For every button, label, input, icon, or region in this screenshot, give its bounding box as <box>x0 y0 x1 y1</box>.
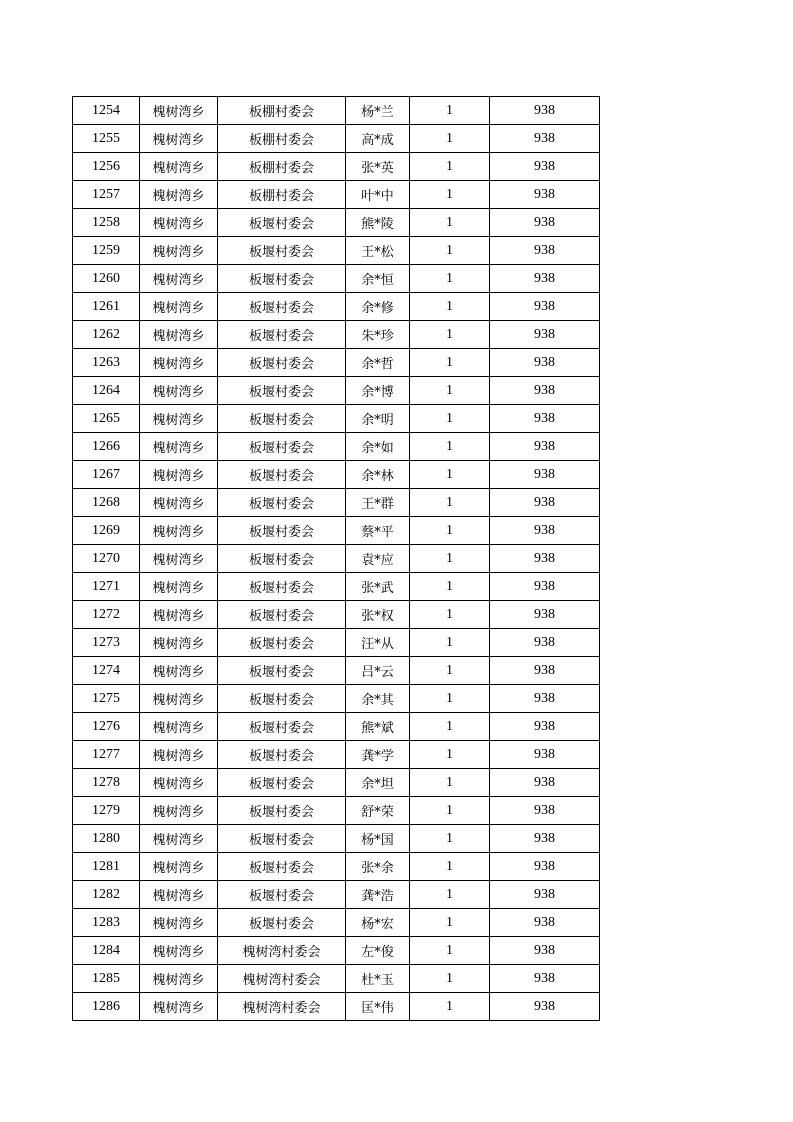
name-cell: 龚*学 <box>346 741 410 769</box>
row-number-cell: 1256 <box>73 153 140 181</box>
name-cell: 叶*中 <box>346 181 410 209</box>
row-number-cell: 1274 <box>73 657 140 685</box>
count-cell: 1 <box>410 181 490 209</box>
count-cell: 1 <box>410 909 490 937</box>
count-cell: 1 <box>410 349 490 377</box>
township-cell: 槐树湾乡 <box>140 461 218 489</box>
table-row <box>73 993 600 1021</box>
name-cell: 杨*国 <box>346 825 410 853</box>
township-cell: 槐树湾乡 <box>140 433 218 461</box>
township-cell: 槐树湾乡 <box>140 349 218 377</box>
township-cell: 槐树湾乡 <box>140 993 218 1021</box>
row-number-cell: 1264 <box>73 377 140 405</box>
village-committee-cell: 槐树湾村委会 <box>218 993 346 1021</box>
township-cell: 槐树湾乡 <box>140 209 218 237</box>
village-committee-cell: 板堰村委会 <box>218 825 346 853</box>
row-number-cell: 1271 <box>73 573 140 601</box>
township-cell: 槐树湾乡 <box>140 657 218 685</box>
roster-table-body <box>73 97 600 1021</box>
township-cell: 槐树湾乡 <box>140 153 218 181</box>
row-number-cell: 1259 <box>73 237 140 265</box>
count-cell: 1 <box>410 713 490 741</box>
table-row <box>73 881 600 909</box>
amount-cell: 938 <box>490 825 600 853</box>
amount-cell: 938 <box>490 265 600 293</box>
row-number-cell: 1261 <box>73 293 140 321</box>
table-row <box>73 797 600 825</box>
village-committee-cell: 板堰村委会 <box>218 881 346 909</box>
name-cell: 王*群 <box>346 489 410 517</box>
village-committee-cell: 板堰村委会 <box>218 853 346 881</box>
name-cell: 匡*伟 <box>346 993 410 1021</box>
township-cell: 槐树湾乡 <box>140 265 218 293</box>
amount-cell: 938 <box>490 209 600 237</box>
village-committee-cell: 板堰村委会 <box>218 909 346 937</box>
count-cell: 1 <box>410 545 490 573</box>
row-number-cell: 1267 <box>73 461 140 489</box>
village-committee-cell: 板堰村委会 <box>218 433 346 461</box>
name-cell: 袁*应 <box>346 545 410 573</box>
township-cell: 槐树湾乡 <box>140 741 218 769</box>
count-cell: 1 <box>410 769 490 797</box>
amount-cell: 938 <box>490 433 600 461</box>
count-cell: 1 <box>410 489 490 517</box>
count-cell: 1 <box>410 797 490 825</box>
table-row <box>73 937 600 965</box>
amount-cell: 938 <box>490 685 600 713</box>
table-row <box>73 125 600 153</box>
township-cell: 槐树湾乡 <box>140 825 218 853</box>
table-row <box>73 769 600 797</box>
amount-cell: 938 <box>490 97 600 125</box>
name-cell: 张*武 <box>346 573 410 601</box>
row-number-cell: 1263 <box>73 349 140 377</box>
township-cell: 槐树湾乡 <box>140 685 218 713</box>
township-cell: 槐树湾乡 <box>140 629 218 657</box>
count-cell: 1 <box>410 993 490 1021</box>
township-cell: 槐树湾乡 <box>140 797 218 825</box>
table-row <box>73 349 600 377</box>
row-number-cell: 1260 <box>73 265 140 293</box>
amount-cell: 938 <box>490 881 600 909</box>
name-cell: 杨*宏 <box>346 909 410 937</box>
amount-cell: 938 <box>490 993 600 1021</box>
row-number-cell: 1262 <box>73 321 140 349</box>
amount-cell: 938 <box>490 153 600 181</box>
count-cell: 1 <box>410 825 490 853</box>
row-number-cell: 1269 <box>73 517 140 545</box>
table-row <box>73 573 600 601</box>
amount-cell: 938 <box>490 377 600 405</box>
table-row <box>73 181 600 209</box>
count-cell: 1 <box>410 377 490 405</box>
township-cell: 槐树湾乡 <box>140 965 218 993</box>
name-cell: 汪*从 <box>346 629 410 657</box>
count-cell: 1 <box>410 265 490 293</box>
amount-cell: 938 <box>490 713 600 741</box>
amount-cell: 938 <box>490 741 600 769</box>
township-cell: 槐树湾乡 <box>140 377 218 405</box>
amount-cell: 938 <box>490 909 600 937</box>
name-cell: 舒*荣 <box>346 797 410 825</box>
amount-cell: 938 <box>490 181 600 209</box>
table-row <box>73 517 600 545</box>
count-cell: 1 <box>410 965 490 993</box>
row-number-cell: 1281 <box>73 853 140 881</box>
table-row <box>73 601 600 629</box>
township-cell: 槐树湾乡 <box>140 545 218 573</box>
name-cell: 余*其 <box>346 685 410 713</box>
amount-cell: 938 <box>490 545 600 573</box>
count-cell: 1 <box>410 461 490 489</box>
row-number-cell: 1279 <box>73 797 140 825</box>
township-cell: 槐树湾乡 <box>140 97 218 125</box>
name-cell: 杨*兰 <box>346 97 410 125</box>
table-row <box>73 461 600 489</box>
row-number-cell: 1285 <box>73 965 140 993</box>
village-committee-cell: 板棚村委会 <box>218 97 346 125</box>
row-number-cell: 1265 <box>73 405 140 433</box>
village-committee-cell: 板堰村委会 <box>218 405 346 433</box>
township-cell: 槐树湾乡 <box>140 237 218 265</box>
township-cell: 槐树湾乡 <box>140 601 218 629</box>
village-committee-cell: 板堰村委会 <box>218 293 346 321</box>
amount-cell: 938 <box>490 461 600 489</box>
count-cell: 1 <box>410 321 490 349</box>
count-cell: 1 <box>410 209 490 237</box>
table-row <box>73 853 600 881</box>
count-cell: 1 <box>410 433 490 461</box>
amount-cell: 938 <box>490 769 600 797</box>
row-number-cell: 1283 <box>73 909 140 937</box>
row-number-cell: 1258 <box>73 209 140 237</box>
row-number-cell: 1276 <box>73 713 140 741</box>
amount-cell: 938 <box>490 629 600 657</box>
name-cell: 王*松 <box>346 237 410 265</box>
table-row <box>73 97 600 125</box>
table-row <box>73 237 600 265</box>
amount-cell: 938 <box>490 321 600 349</box>
name-cell: 余*如 <box>346 433 410 461</box>
count-cell: 1 <box>410 293 490 321</box>
village-committee-cell: 板堰村委会 <box>218 517 346 545</box>
table-row <box>73 153 600 181</box>
table-row <box>73 209 600 237</box>
row-number-cell: 1268 <box>73 489 140 517</box>
village-committee-cell: 板堰村委会 <box>218 657 346 685</box>
amount-cell: 938 <box>490 125 600 153</box>
table-row <box>73 909 600 937</box>
name-cell: 余*修 <box>346 293 410 321</box>
village-committee-cell: 板堰村委会 <box>218 265 346 293</box>
township-cell: 槐树湾乡 <box>140 321 218 349</box>
amount-cell: 938 <box>490 853 600 881</box>
township-cell: 槐树湾乡 <box>140 181 218 209</box>
amount-cell: 938 <box>490 237 600 265</box>
row-number-cell: 1266 <box>73 433 140 461</box>
table-row <box>73 489 600 517</box>
row-number-cell: 1280 <box>73 825 140 853</box>
name-cell: 熊*斌 <box>346 713 410 741</box>
count-cell: 1 <box>410 881 490 909</box>
count-cell: 1 <box>410 741 490 769</box>
table-row <box>73 629 600 657</box>
village-committee-cell: 板堰村委会 <box>218 601 346 629</box>
name-cell: 龚*浩 <box>346 881 410 909</box>
village-committee-cell: 板堰村委会 <box>218 461 346 489</box>
row-number-cell: 1275 <box>73 685 140 713</box>
village-committee-cell: 板堰村委会 <box>218 741 346 769</box>
name-cell: 蔡*平 <box>346 517 410 545</box>
village-committee-cell: 板堰村委会 <box>218 629 346 657</box>
count-cell: 1 <box>410 629 490 657</box>
township-cell: 槐树湾乡 <box>140 405 218 433</box>
count-cell: 1 <box>410 237 490 265</box>
name-cell: 余*明 <box>346 405 410 433</box>
name-cell: 余*博 <box>346 377 410 405</box>
township-cell: 槐树湾乡 <box>140 125 218 153</box>
township-cell: 槐树湾乡 <box>140 573 218 601</box>
count-cell: 1 <box>410 853 490 881</box>
amount-cell: 938 <box>490 405 600 433</box>
name-cell: 左*俊 <box>346 937 410 965</box>
table-row <box>73 377 600 405</box>
row-number-cell: 1255 <box>73 125 140 153</box>
amount-cell: 938 <box>490 349 600 377</box>
amount-cell: 938 <box>490 517 600 545</box>
row-number-cell: 1277 <box>73 741 140 769</box>
village-committee-cell: 板堰村委会 <box>218 377 346 405</box>
village-committee-cell: 板棚村委会 <box>218 153 346 181</box>
amount-cell: 938 <box>490 657 600 685</box>
name-cell: 张*英 <box>346 153 410 181</box>
row-number-cell: 1270 <box>73 545 140 573</box>
count-cell: 1 <box>410 97 490 125</box>
row-number-cell: 1273 <box>73 629 140 657</box>
row-number-cell: 1282 <box>73 881 140 909</box>
table-row <box>73 965 600 993</box>
amount-cell: 938 <box>490 965 600 993</box>
table-row <box>73 433 600 461</box>
village-committee-cell: 板堰村委会 <box>218 713 346 741</box>
village-committee-cell: 板棚村委会 <box>218 181 346 209</box>
township-cell: 槐树湾乡 <box>140 937 218 965</box>
amount-cell: 938 <box>490 797 600 825</box>
village-committee-cell: 板堰村委会 <box>218 209 346 237</box>
table-row <box>73 321 600 349</box>
row-number-cell: 1254 <box>73 97 140 125</box>
village-committee-cell: 板堰村委会 <box>218 489 346 517</box>
amount-cell: 938 <box>490 937 600 965</box>
count-cell: 1 <box>410 601 490 629</box>
village-committee-cell: 板堰村委会 <box>218 349 346 377</box>
count-cell: 1 <box>410 517 490 545</box>
name-cell: 吕*云 <box>346 657 410 685</box>
name-cell: 余*林 <box>346 461 410 489</box>
amount-cell: 938 <box>490 489 600 517</box>
row-number-cell: 1278 <box>73 769 140 797</box>
name-cell: 余*坦 <box>346 769 410 797</box>
table-row <box>73 657 600 685</box>
name-cell: 杜*玉 <box>346 965 410 993</box>
table-row <box>73 713 600 741</box>
count-cell: 1 <box>410 125 490 153</box>
township-cell: 槐树湾乡 <box>140 881 218 909</box>
count-cell: 1 <box>410 405 490 433</box>
name-cell: 张*余 <box>346 853 410 881</box>
township-cell: 槐树湾乡 <box>140 853 218 881</box>
amount-cell: 938 <box>490 601 600 629</box>
village-committee-cell: 板堰村委会 <box>218 797 346 825</box>
township-cell: 槐树湾乡 <box>140 713 218 741</box>
amount-cell: 938 <box>490 573 600 601</box>
village-committee-cell: 板堰村委会 <box>218 685 346 713</box>
village-committee-cell: 板堰村委会 <box>218 573 346 601</box>
township-cell: 槐树湾乡 <box>140 517 218 545</box>
table-row <box>73 741 600 769</box>
township-cell: 槐树湾乡 <box>140 293 218 321</box>
row-number-cell: 1272 <box>73 601 140 629</box>
village-committee-cell: 板堰村委会 <box>218 769 346 797</box>
table-row <box>73 265 600 293</box>
table-row <box>73 293 600 321</box>
table-row <box>73 685 600 713</box>
village-committee-cell: 板堰村委会 <box>218 321 346 349</box>
name-cell: 余*哲 <box>346 349 410 377</box>
table-row <box>73 405 600 433</box>
township-cell: 槐树湾乡 <box>140 769 218 797</box>
village-committee-cell: 板堰村委会 <box>218 545 346 573</box>
count-cell: 1 <box>410 937 490 965</box>
count-cell: 1 <box>410 573 490 601</box>
count-cell: 1 <box>410 153 490 181</box>
village-committee-cell: 板棚村委会 <box>218 125 346 153</box>
village-committee-cell: 槐树湾村委会 <box>218 937 346 965</box>
table-row <box>73 825 600 853</box>
village-committee-cell: 板堰村委会 <box>218 237 346 265</box>
name-cell: 张*权 <box>346 601 410 629</box>
name-cell: 朱*珍 <box>346 321 410 349</box>
row-number-cell: 1257 <box>73 181 140 209</box>
row-number-cell: 1286 <box>73 993 140 1021</box>
row-number-cell: 1284 <box>73 937 140 965</box>
table-row <box>73 545 600 573</box>
township-cell: 槐树湾乡 <box>140 489 218 517</box>
amount-cell: 938 <box>490 293 600 321</box>
village-committee-cell: 槐树湾村委会 <box>218 965 346 993</box>
name-cell: 高*成 <box>346 125 410 153</box>
township-cell: 槐树湾乡 <box>140 909 218 937</box>
name-cell: 余*恒 <box>346 265 410 293</box>
count-cell: 1 <box>410 657 490 685</box>
count-cell: 1 <box>410 685 490 713</box>
roster-table <box>72 96 600 1021</box>
name-cell: 熊*陵 <box>346 209 410 237</box>
